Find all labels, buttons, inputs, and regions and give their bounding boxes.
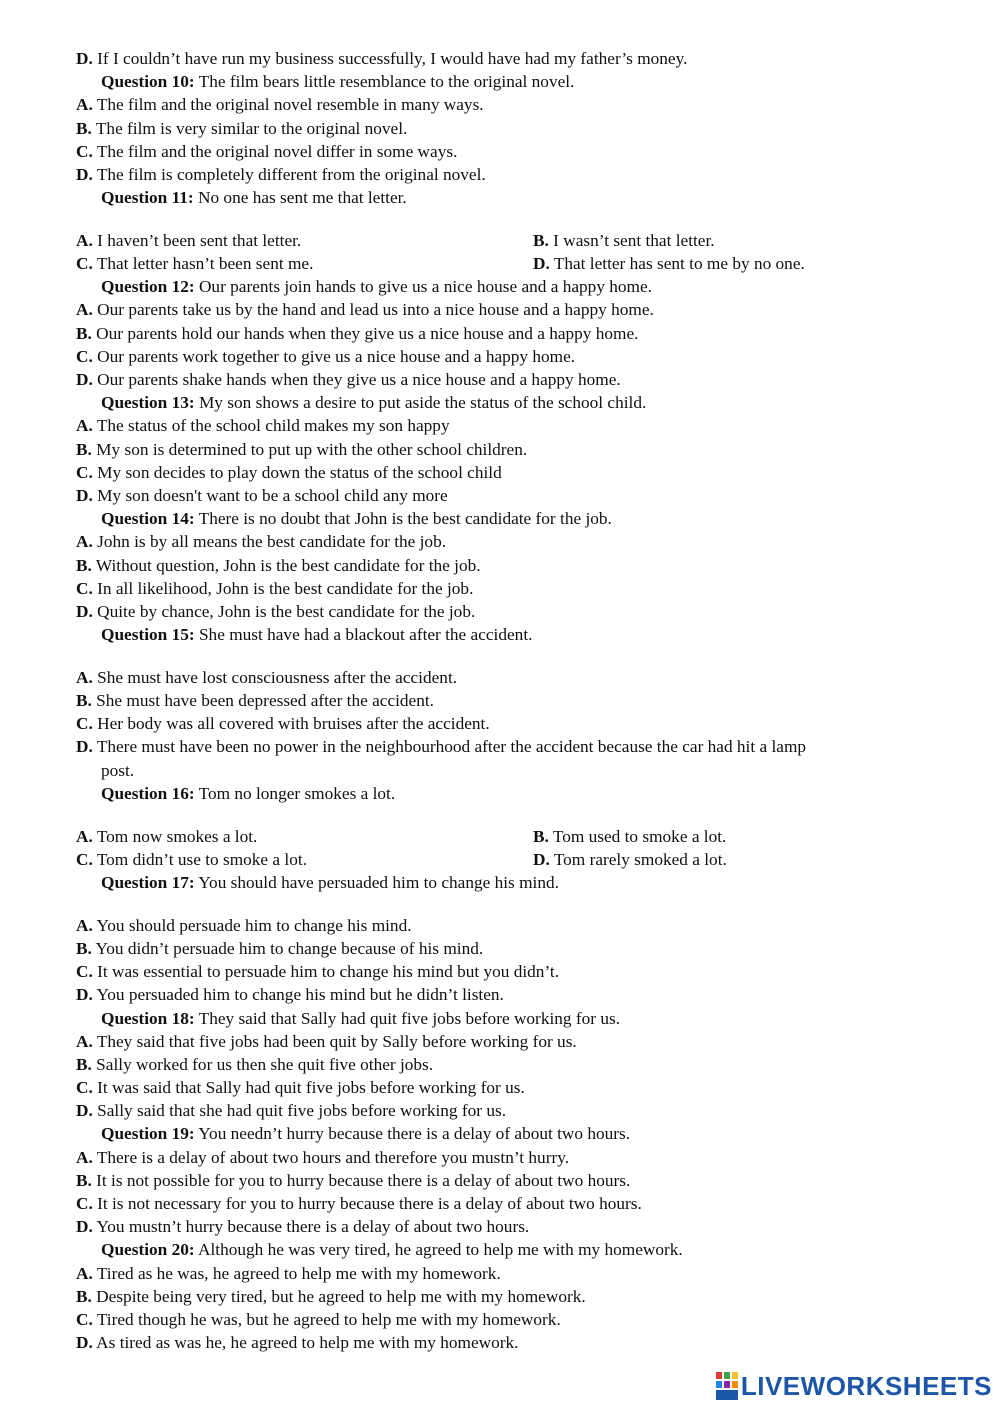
option-body: That letter hasn’t been sent me. — [92, 254, 314, 274]
option-text — [76, 1331, 519, 1354]
question-text — [101, 70, 574, 93]
question-line — [0, 391, 1000, 414]
question-text — [101, 782, 395, 805]
option-body: My son doesn't want to be a school child any more — [92, 485, 448, 505]
option-letter: C. — [76, 849, 93, 869]
answer-option — [0, 735, 1000, 758]
question-label: Question 11: — [101, 188, 194, 208]
question-stem: Although he was very tired, he agreed to help me with my homework. — [194, 1240, 683, 1260]
question-text — [101, 1122, 630, 1145]
option-text — [76, 1285, 586, 1308]
option-letter: D. — [76, 985, 93, 1005]
option-letter: D. — [533, 849, 550, 869]
option-continuation — [0, 759, 1000, 782]
option-letter: D. — [76, 1333, 93, 1353]
question-label: Question 19: — [101, 1124, 195, 1144]
question-stem: Tom no longer smokes a lot. — [194, 783, 396, 803]
question-line — [0, 782, 1000, 805]
answer-option — [0, 1215, 1000, 1238]
liveworksheets-logo[interactable] — [715, 1367, 992, 1405]
option-body: Tom didn’t use to smoke a lot. — [92, 849, 307, 869]
answer-option-pair — [0, 825, 1000, 848]
option-letter: D. — [76, 1217, 93, 1237]
answer-option — [0, 689, 1000, 712]
option-letter: A. — [76, 230, 93, 250]
question-line — [0, 1238, 1000, 1261]
question-label: Question 14: — [101, 509, 195, 529]
option-body: The film and the original novel resemble in many ways. — [92, 95, 484, 115]
answer-option — [0, 577, 1000, 600]
option-text — [76, 229, 301, 252]
answer-option — [0, 140, 1000, 163]
option-text — [76, 735, 806, 758]
option-letter: A. — [76, 416, 93, 436]
option-text — [76, 1308, 561, 1331]
option-text — [533, 825, 726, 848]
option-letter: C. — [76, 1309, 93, 1329]
option-body: The film and the original novel differ in some ways. — [92, 141, 458, 161]
answer-option-pair — [0, 252, 1000, 275]
option-letter: D. — [76, 370, 93, 390]
option-body: My son decides to play down the status of the school child — [92, 462, 502, 482]
answer-option — [0, 47, 1000, 70]
question-stem: You needn’t hurry because there is a delay of about two hours. — [194, 1124, 631, 1144]
option-body: They said that five jobs had been quit by Sally before working for us. — [92, 1031, 577, 1051]
option-letter: A. — [76, 667, 93, 687]
option-body: Tom used to smoke a lot. — [548, 826, 727, 846]
option-letter: A. — [76, 1031, 93, 1051]
option-text — [76, 1099, 506, 1122]
option-text — [76, 438, 527, 461]
option-letter: A. — [76, 1263, 93, 1283]
question-line — [0, 70, 1000, 93]
answer-option — [0, 93, 1000, 116]
answer-option — [0, 1308, 1000, 1331]
option-body: Our parents take us by the hand and lead us into a nice house and a happy home. — [92, 300, 654, 320]
option-text — [76, 712, 490, 735]
option-letter: B. — [76, 1170, 92, 1190]
answer-option — [0, 1146, 1000, 1169]
question-line — [0, 1122, 1000, 1145]
option-text — [76, 983, 504, 1006]
option-text — [76, 1262, 501, 1285]
option-text — [76, 1053, 433, 1076]
answer-option — [0, 1192, 1000, 1215]
option-body: You persuaded him to change his mind but he didn’t listen. — [92, 985, 504, 1005]
option-text — [76, 914, 412, 937]
option-letter: A. — [76, 1147, 93, 1167]
option-body: Without question, John is the best candidate for the job. — [91, 555, 481, 575]
option-letter: D. — [76, 485, 93, 505]
answer-option — [0, 1099, 1000, 1122]
option-letter: B. — [76, 938, 92, 958]
question-text — [101, 391, 646, 414]
question-label: Question 20: — [101, 1240, 195, 1260]
option-letter: D. — [533, 254, 550, 274]
question-stem: She must have had a blackout after the accident. — [194, 625, 533, 645]
option-letter: C. — [76, 462, 93, 482]
answer-option — [0, 666, 1000, 689]
option-letter: D. — [76, 164, 93, 184]
option-body: You mustn’t hurry because there is a delay of about two hours. — [92, 1217, 530, 1237]
option-letter: D. — [76, 1101, 93, 1121]
answer-option — [0, 983, 1000, 1006]
option-text — [76, 1030, 577, 1053]
option-body: Sally said that she had quit five jobs before working for us. — [92, 1101, 507, 1121]
option-text — [533, 848, 727, 871]
option-body: There must have been no power in the neighbourhood after the accident because the car had hit a lamp — [92, 737, 807, 757]
answer-option — [0, 960, 1000, 983]
option-letter: C. — [76, 1194, 93, 1213]
option-letter: B. — [76, 118, 92, 138]
answer-option — [0, 484, 1000, 507]
answer-option — [0, 1285, 1000, 1308]
answer-option — [0, 530, 1000, 553]
option-text — [76, 825, 257, 848]
option-letter: C. — [76, 346, 93, 366]
option-body: Despite being very tired, but he agreed to help me with my homework. — [91, 1286, 586, 1306]
option-text — [76, 1169, 630, 1192]
question-line — [0, 275, 1000, 298]
question-text — [101, 623, 532, 646]
liveworksheets-logo-icon — [715, 1371, 739, 1401]
option-text — [76, 140, 457, 163]
option-body: Sally worked for us then she quit five other jobs. — [91, 1054, 434, 1074]
worksheet-content — [0, 47, 1000, 1354]
answer-option-pair — [0, 229, 1000, 252]
option-text — [76, 1192, 642, 1215]
option-letter: B. — [76, 691, 92, 711]
option-text — [76, 461, 502, 484]
option-letter: D. — [76, 737, 93, 757]
answer-option — [0, 1076, 1000, 1099]
option-letter: C. — [76, 1078, 93, 1098]
option-text — [76, 298, 654, 321]
answer-option — [0, 117, 1000, 140]
question-label: Question 17: — [101, 872, 195, 892]
option-text — [76, 960, 559, 983]
question-label: Question 16: — [101, 783, 195, 803]
question-stem: The film bears little resemblance to the original novel. — [194, 72, 575, 92]
option-text — [76, 414, 450, 437]
option-text — [76, 163, 486, 186]
option-text — [76, 577, 473, 600]
option-text — [76, 600, 475, 623]
answer-option — [0, 712, 1000, 735]
answer-option — [0, 1053, 1000, 1076]
option-letter: A. — [76, 826, 93, 846]
option-letter: B. — [76, 555, 92, 575]
option-body: You didn’t persuade him to change because of his mind. — [91, 938, 484, 958]
option-text — [76, 666, 457, 689]
option-body: In all likelihood, John is the best candidate for the job. — [92, 578, 474, 598]
option-body: post. — [101, 760, 135, 780]
answer-option — [0, 461, 1000, 484]
question-line — [0, 186, 1000, 209]
question-line — [0, 871, 1000, 894]
option-body: It is not possible for you to hurry because there is a delay of about two hours. — [91, 1170, 631, 1190]
option-text — [76, 1146, 569, 1169]
option-text — [76, 689, 434, 712]
option-letter: D. — [76, 601, 93, 621]
option-text — [76, 484, 448, 507]
answer-option — [0, 322, 1000, 345]
answer-option — [0, 438, 1000, 461]
option-text — [76, 530, 446, 553]
option-text — [76, 47, 687, 70]
option-body: Our parents work together to give us a nice house and a happy home. — [92, 346, 576, 366]
option-body: It is not necessary for you to hurry because there is a delay of about two hours. — [92, 1194, 642, 1213]
option-body: As tired as was he, he agreed to help me with my homework. — [92, 1333, 519, 1353]
question-text — [101, 871, 559, 894]
option-letter: B. — [76, 1054, 92, 1074]
question-stem: No one has sent me that letter. — [193, 188, 407, 208]
option-body: That letter has sent to me by no one. — [549, 254, 805, 274]
option-text — [76, 1215, 529, 1238]
answer-option — [0, 1169, 1000, 1192]
option-text — [76, 93, 484, 116]
option-text — [76, 1076, 525, 1099]
option-letter: B. — [76, 323, 92, 343]
option-body: Tired though he was, but he agreed to help me with my homework. — [92, 1309, 561, 1329]
option-body: Tired as he was, he agreed to help me with my homework. — [92, 1263, 501, 1283]
option-letter: A. — [76, 532, 93, 552]
option-letter: C. — [76, 962, 93, 982]
option-body: She must have lost consciousness after the accident. — [92, 667, 458, 687]
option-text — [76, 554, 481, 577]
option-body: The film is very similar to the original novel. — [91, 118, 408, 138]
question-stem: There is no doubt that John is the best candidate for the job. — [194, 509, 612, 529]
option-letter: B. — [533, 826, 549, 846]
question-line — [0, 1007, 1000, 1030]
question-label: Question 18: — [101, 1008, 195, 1028]
question-label: Question 12: — [101, 277, 195, 297]
option-letter: C. — [76, 141, 93, 161]
option-letter: A. — [76, 95, 93, 115]
option-body: Our parents hold our hands when they give us a nice house and a happy home. — [91, 323, 639, 343]
option-text — [76, 322, 638, 345]
answer-option — [0, 345, 1000, 368]
option-body: I haven’t been sent that letter. — [92, 230, 302, 250]
question-line — [0, 507, 1000, 530]
option-body: Her body was all covered with bruises after the accident. — [92, 714, 490, 734]
option-letter: B. — [76, 1286, 92, 1306]
option-text — [76, 117, 407, 140]
option-body: I wasn’t sent that letter. — [548, 230, 715, 250]
question-label: Question 10: — [101, 72, 195, 92]
option-body: It was said that Sally had quit five jobs before working for us. — [92, 1078, 525, 1098]
option-letter: B. — [76, 439, 92, 459]
question-stem: Our parents join hands to give us a nice house and a happy home. — [194, 277, 652, 297]
question-label: Question 15: — [101, 625, 195, 645]
question-stem: You should have persuaded him to change his mind. — [194, 872, 559, 892]
option-body: The status of the school child makes my son happy — [92, 416, 450, 436]
question-text — [101, 275, 652, 298]
option-letter: C. — [76, 714, 93, 734]
question-label: Question 13: — [101, 393, 195, 413]
option-body: Tom rarely smoked a lot. — [549, 849, 727, 869]
question-stem: They said that Sally had quit five jobs before working for us. — [194, 1008, 621, 1028]
answer-option — [0, 1262, 1000, 1285]
option-letter: D. — [76, 49, 93, 68]
question-text — [101, 1007, 620, 1030]
option-letter: C. — [76, 254, 93, 274]
option-letter: B. — [533, 230, 549, 250]
question-text — [101, 186, 407, 209]
answer-option — [0, 600, 1000, 623]
option-text — [533, 229, 715, 252]
option-body: Our parents shake hands when they give us a nice house and a happy home. — [92, 370, 621, 390]
option-text — [76, 345, 575, 368]
question-text — [101, 1238, 683, 1261]
option-body: My son is determined to put up with the other school children. — [91, 439, 528, 459]
option-body: It was essential to persuade him to change his mind but you didn’t. — [92, 962, 560, 982]
answer-option-pair — [0, 848, 1000, 871]
option-letter: A. — [76, 300, 93, 320]
answer-option — [0, 1331, 1000, 1354]
question-text — [101, 507, 612, 530]
option-text — [76, 937, 483, 960]
answer-option — [0, 1030, 1000, 1053]
question-stem: My son shows a desire to put aside the status of the school child. — [194, 393, 647, 413]
option-body: You should persuade him to change his mind. — [92, 915, 412, 935]
option-text — [76, 368, 621, 391]
answer-option — [0, 163, 1000, 186]
answer-option — [0, 554, 1000, 577]
option-body: Quite by chance, John is the best candidate for the job. — [92, 601, 476, 621]
option-letter: C. — [76, 578, 93, 598]
answer-option — [0, 368, 1000, 391]
liveworksheets-logo-text: LIVEWORKSHEETS — [740, 1370, 992, 1401]
answer-option — [0, 914, 1000, 937]
option-body: The film is completely different from the original novel. — [92, 164, 486, 184]
option-body: There is a delay of about two hours and therefore you mustn’t hurry. — [92, 1147, 570, 1167]
answer-option — [0, 414, 1000, 437]
option-body: If I couldn’t have run my business successfully, I would have had my father’s money. — [92, 49, 688, 68]
option-text — [76, 252, 313, 275]
option-body: John is by all means the best candidate for the job. — [92, 532, 447, 552]
option-body: She must have been depressed after the accident. — [91, 691, 434, 711]
answer-option — [0, 298, 1000, 321]
option-letter: A. — [76, 915, 93, 935]
answer-option — [0, 937, 1000, 960]
question-line — [0, 623, 1000, 646]
option-text — [76, 848, 307, 871]
option-text — [533, 252, 805, 275]
option-body: Tom now smokes a lot. — [92, 826, 258, 846]
